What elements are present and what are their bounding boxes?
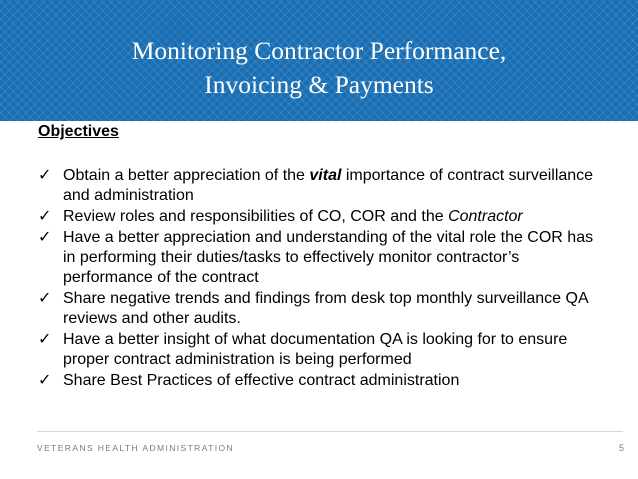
title-banner [0, 0, 638, 121]
footer-divider [37, 431, 623, 432]
list-item [38, 166, 598, 206]
bullet-text-before: Review roles and responsibilities of CO, COR and the [63, 208, 449, 225]
objectives-list [38, 166, 598, 392]
check-icon: ✓ [38, 229, 52, 246]
check-icon: ✓ [38, 208, 52, 225]
list-item [38, 371, 598, 391]
check-icon: ✓ [38, 290, 52, 307]
list-item [38, 207, 598, 227]
bullet-emphasis: vital [309, 167, 342, 184]
bullet-text: Have a better appreciation and understanding of the vital role the COR has in performing their duties/tasks to effectively monitor contractor’s performance of the contract [63, 229, 594, 286]
bullet-text: Have a better insight of what documentation QA is looking for to ensure proper contract administration is being performed [63, 331, 568, 368]
objectives-heading: Objectives [38, 123, 119, 140]
check-icon: ✓ [38, 372, 52, 389]
list-item [38, 289, 598, 329]
check-icon: ✓ [38, 331, 52, 348]
bullet-text: Share negative trends and findings from desk top monthly surveillance QA reviews and other audits. [63, 290, 588, 327]
bullet-emphasis: Contractor [448, 208, 523, 225]
page-number: 5 [618, 443, 624, 453]
bullet-text-before: Obtain a better appreciation of the [63, 167, 310, 184]
list-item [38, 330, 598, 370]
bullet-text-after: importance of contract surveillance and administration [63, 167, 594, 204]
slide-title-line-1: Monitoring Contractor Performance, [131, 36, 507, 65]
bullet-text: Share Best Practices of effective contract administration [63, 372, 460, 389]
slide-title [0, 34, 638, 102]
footer-organization: VETERANS HEALTH ADMINISTRATION [37, 443, 235, 453]
slide-title-line-2: Invoicing & Payments [204, 70, 434, 99]
check-icon: ✓ [38, 167, 52, 184]
list-item [38, 228, 598, 288]
